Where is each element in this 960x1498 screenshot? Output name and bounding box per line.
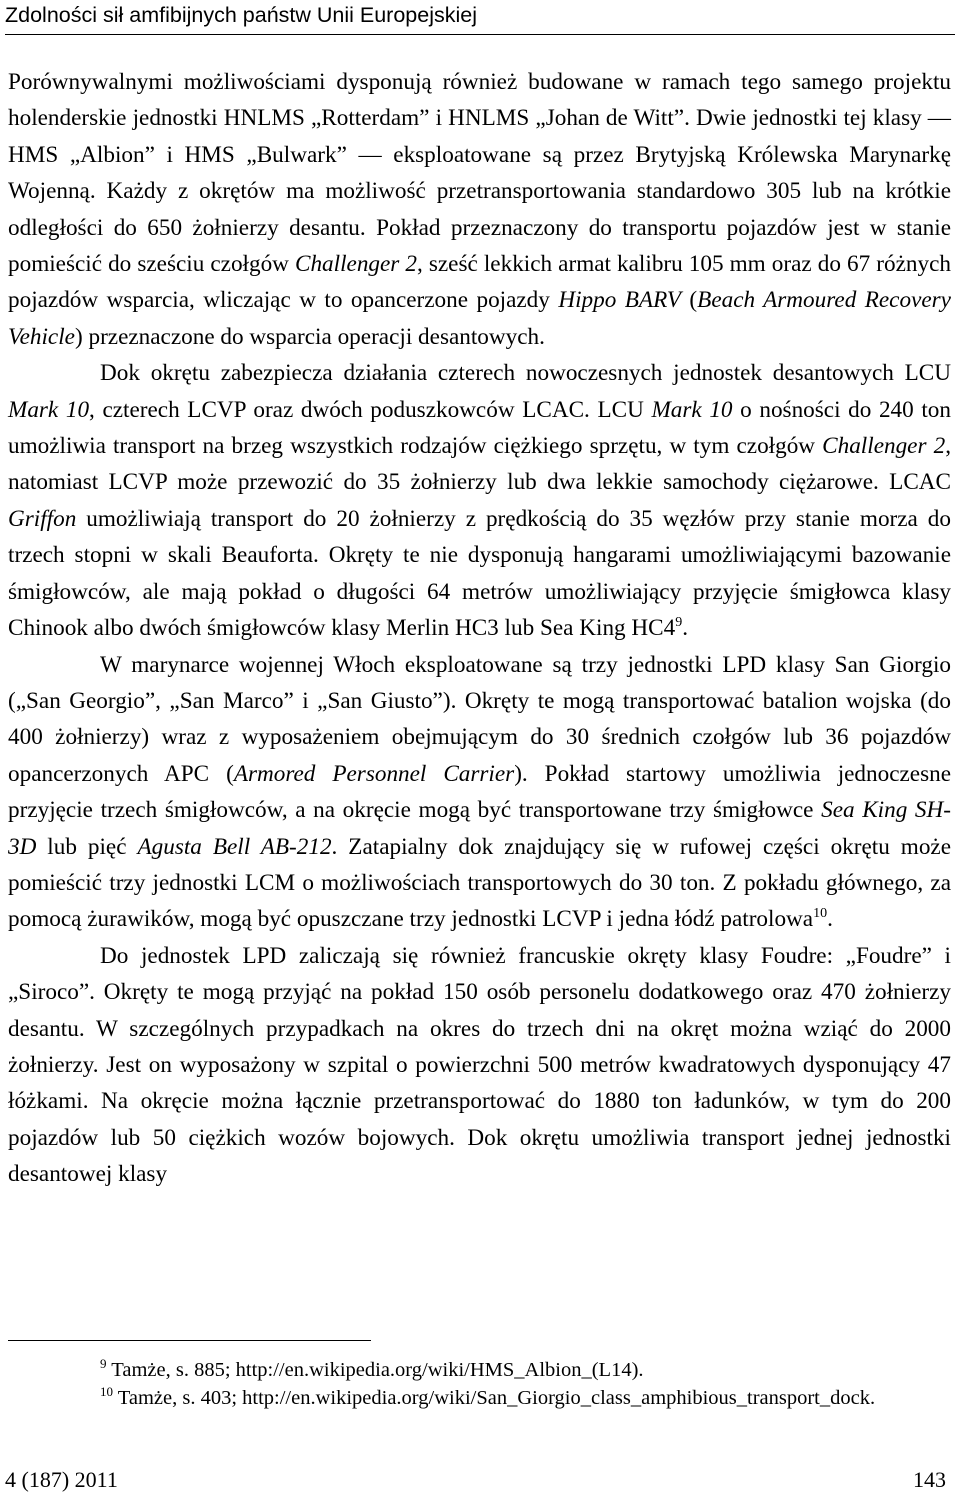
text-run: ) przeznaczone do wsparcia operacji desantowych. — [74, 323, 545, 350]
text-run: ( — [680, 287, 698, 314]
paragraph — [8, 355, 951, 646]
text-run: Armored Personnel Carrier — [233, 760, 515, 787]
text-run: Griffon — [8, 505, 77, 532]
text-run: . — [682, 615, 689, 642]
text-run: lub pięć — [36, 833, 138, 860]
text-run: Porównywalnymi możliwościami dysponują również budowane w ramach tego samego projektu holenderskie jednostki HNLMS „Rotterdam” i HNLMS „Johan de Witt”. Dwie jednostki tej klasy — HMS „Albion” i HMS „Bulwark” — eksploatowane są przez Brytyjską Królewska Marynarkę Wojenną. Każdy z okrętów ma możliwość przetransportowania standardowo 305 lub na krótkie odległości do 650 żołnierzy desantu. Pokład przeznaczony do transportu pojazdów jest w stanie pomieścić do sześciu czołgów — [8, 69, 951, 278]
footnote-9 — [8, 1356, 951, 1384]
text-run: . Zatapialny dok znajdujący się w rufowej części okrętu może pomieścić trzy jednostki LCM o możliwościach transportowych do 30 ton. Z pokładu głównego, za pomocą żurawików, mogą być opuszczane trzy jednostki LCVP i jedna łódź patrolowa — [8, 833, 951, 933]
text-run: W marynarce wojennej Włoch eksploatowane są trzy jednostki LPD klasy San Giorgio („San Georgio”, „San Marco” i „San Giusto”). Okręty te mogą transportować batalion wojska (do 400 żołnierzy) wraz z wyposażeniem obejmującym do 30 średnich czołgów lub 36 pojazdów opancerzonych APC ( — [8, 651, 951, 787]
running-header-title: Zdolności sił amfibijnych państw Unii Europejskiej — [5, 3, 478, 27]
issue-number: 4 (187) 2011 — [5, 1467, 118, 1492]
running-header — [5, 0, 955, 35]
text-run: Mark 10 — [651, 396, 733, 423]
footnote-number: 9 — [100, 1356, 107, 1371]
article-body — [8, 64, 951, 1193]
page-number: 143 — [913, 1467, 946, 1492]
footnote-ref: 9 — [675, 615, 683, 631]
text-run: Hippo BARV — [558, 287, 681, 314]
footnote-10 — [8, 1384, 951, 1412]
paragraph — [8, 938, 951, 1193]
paragraph — [8, 647, 951, 938]
text-run: Challenger 2 — [295, 251, 417, 278]
text-run: , natomiast LCVP może przewozić do 35 żołnierzy lub dwa lekkie samochody ciężarowe. LCAC — [8, 433, 951, 496]
text-run: umożliwiają transport do 20 żołnierzy z prędkością do 35 węzłów przy stanie morza do trzech stopni w skali Beauforta. Okręty te nie dysponują hangarami umożliwiającymi bazowanie śmigłowców, ale mają pokład o długości 64 metrów umożliwiający przyjęcie śmigłowca klasy Chinook albo dwóch śmigłowców klasy Merlin HC3 lub Sea King HC4 — [8, 505, 951, 642]
text-run: , sześć lekkich armat kalibru 105 mm oraz do 67 różnych pojazdów wsparcia, wliczając w to opancerzone pojazdy — [8, 251, 951, 314]
paragraph — [8, 64, 951, 355]
footnotes — [8, 1356, 951, 1412]
footnote-number: 10 — [100, 1384, 113, 1399]
text-run: Agusta Bell AB-212 — [137, 833, 332, 860]
text-run: Sea King SH-3D — [8, 797, 951, 860]
text-run: Do jednostek LPD zaliczają się również francuskie okręty klasy Foudre: „Foudre” i „Siroco”. Okręty te mogą przyjąć na pokład 150 osób personelu dodatkowego oraz 470 żołnierzy desantu. W szczególnych przypadkach na okres do trzech dni na okręt można wziąć do 2000 żołnierzy. Jest on wyposażony w szpital o powierzchni 500 metrów kwadratowych dysponujący 47 łóżkami. Na okręcie można łącznie przetransportować do 1880 ton ładunków, w tym do 200 pojazdów lub 50 ciężkich wozów bojowych. Dok okrętu umożliwia transport jednej jednostki desantowej klasy — [8, 942, 951, 1188]
text-run: Dok okrętu zabezpiecza działania czterech nowoczesnych jednostek desantowych LCU — [100, 360, 951, 387]
footnote-ref: 10 — [813, 906, 828, 922]
text-run: ). Pokład startowy umożliwia jednoczesne przyjęcie trzech śmigłowców, a na okręcie mogą być transportowane trzy śmigłowce — [8, 760, 952, 824]
footnote-text: Tamże, s. 885; http://en.wikipedia.org/wiki/HMS_Albion_(L14). — [106, 1359, 644, 1381]
footnote-text: Tamże, s. 403; http://en.wikipedia.org/wiki/San_Giorgio_class_amphibious_transport_dock. — [113, 1387, 876, 1409]
text-run: o nośności do 240 ton umożliwia transport na brzeg wszystkich rodzajów ciężkiego sprzętu, w tym czołgów — [8, 396, 951, 460]
text-run: Mark 10 — [8, 396, 90, 423]
text-run: Challenger 2 — [822, 433, 946, 460]
text-run: Beach Armoured Recovery Vehicle — [8, 287, 951, 350]
text-run: , czterech LCVP oraz dwóch poduszkowców LCAC. LCU — [89, 396, 652, 423]
text-run: . — [827, 906, 833, 933]
footnote-separator — [8, 1340, 371, 1341]
